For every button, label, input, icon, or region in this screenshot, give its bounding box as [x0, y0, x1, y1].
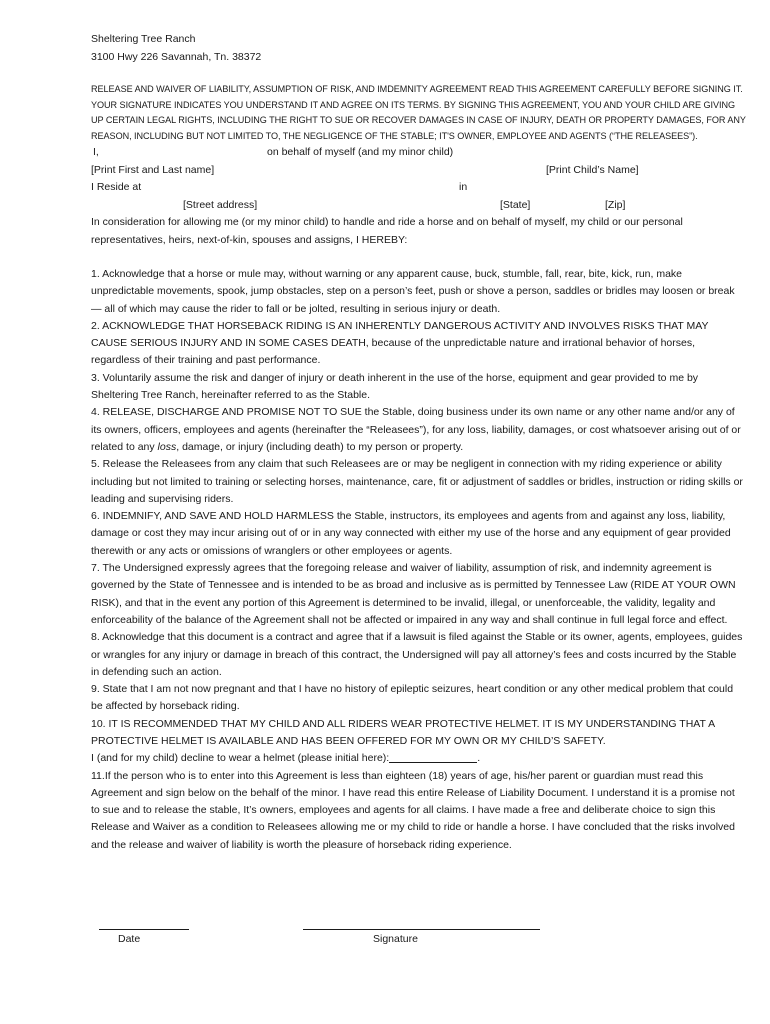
- clause-4-part-a: 4. RELEASE, DISCHARGE AND PROMISE NOT TO SUE the Stable, doing business under its own name or any other name and/or any of its owners, officers, employees and agents (hereinafter the “Releasees”), for any loss, liability, damages, or cost whatsoever arising out of or related to any: [91, 406, 741, 453]
- intro-warning: RELEASE AND WAIVER OF LIABILITY, ASSUMPTION OF RISK, AND IMDEMNITY AGREEMENT READ THIS AGREEMENT CAREFULLY BEFORE SIGNING IT. YOUR SIGNATURE INDICATES YOU UNDERSTAND IT AND AGREE ON ITS TERMS. BY SIGNING THIS AGREEMENT, YOU AND YOUR CHILD ARE GIVING UP CERTAIN LEGAL RIGHTS, INCLUDING THE RIGHT TO SUE OR RECOVER DAMAGES IN CASE OF INJURY, DEATH OR PROPERTY DAMAGES, FOR ANY REASON, INCLUDING BUT NOT LIMITED TO, THE NEGLIGENCE OF THE STABLE; IT'S OWNER, EMPLOYEE AND AGENTS (“THE RELEASEES”).: [91, 84, 746, 141]
- helmet-initial-field[interactable]: [389, 750, 477, 763]
- clause-4: [91, 404, 746, 456]
- zip-caption: [Zip]: [605, 198, 626, 211]
- print-name-caption: [Print First and Last name]: [91, 163, 215, 176]
- clause-4-emphasis: loss: [157, 440, 177, 453]
- helmet-decline-label: I (and for my child) decline to wear a helmet (please initial here):: [91, 752, 390, 765]
- print-child-caption: [Print Child’s Name]: [546, 163, 639, 176]
- clause-7: 7. The Undersigned expressly agrees that the foregoing release and waiver of liability, assumption of risk, and indemnity agreement is governed by the State of Tennessee and is intended to be as broad and inclusive as is permitted by Tennessee Law (RIDE AT YOUR OWN RISK), and that in the event any portion of this Agreement is determined to be invalid, illegal, or unenforceable, the validity, legality and enforceability of the balance of the Agreement shall not be affected or impaired in any way and shall continue in full legal force and effect.: [91, 562, 736, 626]
- name-captions: [91, 162, 746, 180]
- org-name: Sheltering Tree Ranch: [91, 33, 196, 45]
- address-captions: [91, 197, 746, 215]
- on-behalf-label: on behalf of myself (and my minor child): [267, 146, 454, 159]
- consideration-text: In consideration for allowing me (or my minor child) to handle and ride a horse and on behalf of myself, my child or our personal representatives, heirs, next-of-kin, spouses and assigns, I HEREBY:: [91, 216, 683, 246]
- helmet-decline-line: I (and for my child) decline to wear a helmet (please initial here): .: [91, 752, 481, 765]
- clause-9: 9. State that I am not now pregnant and that I have no history of epileptic seizures, heart condition or any other medical problem that could be affected by horseback riding.: [91, 683, 734, 713]
- state-caption: [State]: [500, 198, 531, 211]
- waiver-document: [91, 30, 746, 854]
- clause-1: 1. Acknowledge that a horse or mule may, without warning or any apparent cause, buck, stumble, fall, rear, bite, kick, run, make unpredictable movements, spook, jump obstacles, step on a person’s feet, push or shove a person, saddles or bridles may loosen or break — all of which may cause the rider to fall or be jolted, resulting in serious injury or death.: [91, 267, 735, 315]
- clause-5: 5. Release the Releasees from any claim that such Releasees are or may be negligent in connection with my riding experience or ability including but not limited to training or selecting horses, maintenance, care, fit or adjustment of saddles or bridles, instruction or riding skills or leading and supervising riders.: [91, 458, 743, 505]
- signature-field[interactable]: [303, 929, 540, 930]
- date-field[interactable]: [99, 929, 189, 930]
- clause-2: 2. ACKNOWLEDGE THAT HORSEBACK RIDING IS AN INHERENTLY DANGEROUS ACTIVITY AND INVOLVES RISKS THAT MAY CAUSE SERIOUS INJURY AND IN SOME CASES DEATH, because of the unpredictable nature and irrational behavior of horses, regardless of their training and past performance.: [91, 319, 709, 367]
- reside-label: I Reside at: [91, 181, 142, 194]
- signature-block: [0, 920, 770, 960]
- clause-10: 10. IT IS RECOMMENDED THAT MY CHILD AND ALL RIDERS WEAR PROTECTIVE HELMET. IT IS MY UNDERSTANDING THAT A PROTECTIVE HELMET IS AVAILABLE AND HAS BEEN OFFERED FOR MY OWN OR MY CHILD’S SAFETY.: [91, 717, 715, 747]
- in-label: in: [459, 181, 468, 194]
- i-label: I,: [93, 146, 99, 159]
- signature-label: Signature: [373, 933, 418, 945]
- clause-11: 11.If the person who is to enter into this Agreement is less than eighteen (18) years of age, his/her parent or guardian must read this Agreement and sign below on the behalf of the minor. I have read this entire Release of Liability Document. I understand it is a promise not to sue and to release the stable, It’s owners, employees and agents for all claims. I have made a free and deliberate choice to sign this Release and Waiver as a condition to Releasees allowing me or my child to ride or handle a horse. I have concluded that the risks involved and the release and waiver of liability is worth the pleasure of horseback riding experience.: [91, 769, 735, 851]
- clause-4-part-b: , damage, or injury (including death) to my person or property.: [176, 440, 464, 453]
- street-caption: [Street address]: [183, 198, 258, 211]
- clause-3: 3. Voluntarily assume the risk and danger of injury or death inherent in the use of the horse, equipment and gear provided to me by Sheltering Tree Ranch, hereinafter referred to as the Stable.: [91, 371, 699, 402]
- date-label: Date: [118, 933, 141, 945]
- org-address: 3100 Hwy 226 Savannah, Tn. 38372: [91, 51, 262, 63]
- name-line: [91, 144, 746, 162]
- address-line: [91, 179, 746, 197]
- clause-6: 6. INDEMNIFY, AND SAVE AND HOLD HARMLESS the Stable, instructors, its employees and agents from and against any loss, liability, damage or cost they may incur arising out of or in any way connected with either my use of the horse and any equipment of gear provided therewith or any acts or omissions of wranglers or other employees or agents.: [91, 510, 731, 557]
- clause-8: 8. Acknowledge that this document is a contract and agree that if a lawsuit is filed against the Stable or its owner, agents, employees, guides or wrangles for any injury or damage in breach of this contract, the Undersigned will pay all attorney’s fees and costs incurred by the Stable in defending such an action.: [91, 631, 743, 678]
